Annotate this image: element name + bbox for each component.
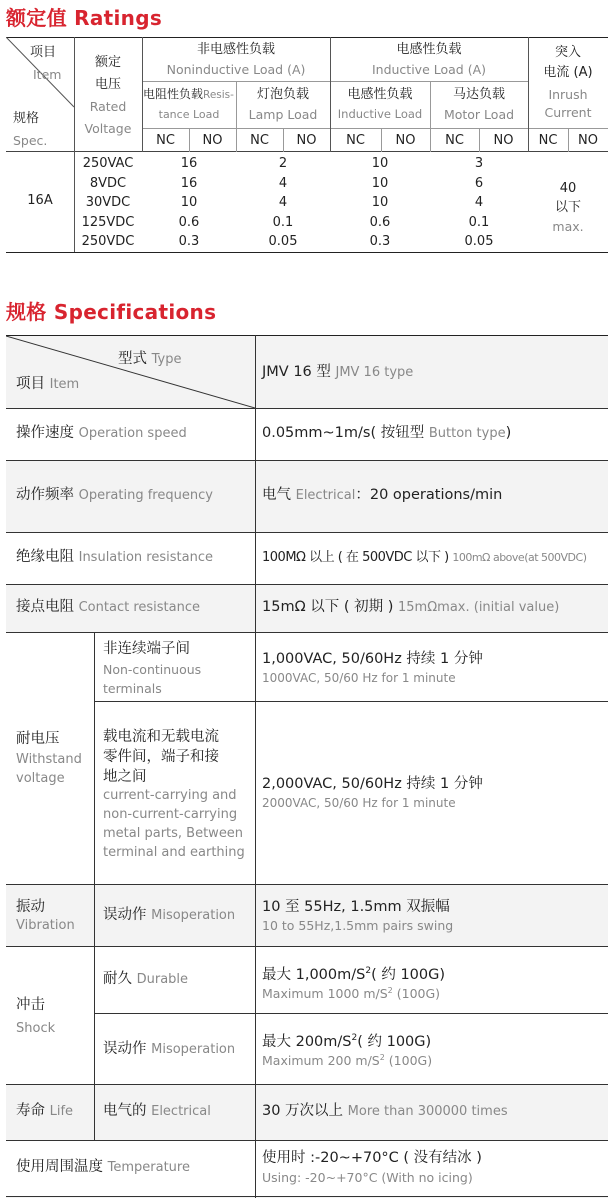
withstand-label-en1: Withstand: [16, 752, 82, 767]
hdr-inrush-en2: Current: [544, 105, 592, 120]
insulation-label: 绝缘电阻 Insulation resistance: [16, 549, 213, 565]
electrical-label: 电气的 Electrical: [103, 1103, 211, 1119]
freq-label: 动作频率 Operating frequency: [16, 487, 213, 503]
rating-cell-motor: 4: [474, 195, 484, 210]
rating-cell-resistance: 0.3: [178, 234, 200, 249]
current-carrying-value-en: 2000VAC, 50/60 Hz for 1 minute: [262, 796, 456, 810]
diagonal-divider: [6, 336, 255, 408]
hdr-lamp-cn: 灯泡负载: [256, 87, 309, 102]
rating-cell-voltages: 8VDC: [89, 175, 127, 191]
vibration-label-en: Vibration: [16, 918, 75, 933]
rating-cell-lamp: 4: [278, 195, 288, 210]
rating-cell-resistance: 16: [180, 156, 198, 171]
rating-cell-motor: 0.05: [464, 234, 494, 249]
inrush-max: max.: [552, 219, 584, 234]
no-label: NO: [202, 133, 223, 148]
inrush-value: 40: [559, 181, 577, 196]
speed-value: 0.05mm~1m/s( 按钮型 Button type): [262, 425, 512, 441]
rating-cell-voltages: 30VDC: [85, 195, 131, 210]
noncontinuous-label-cn: 非连续端子间: [103, 641, 190, 657]
hdr-spec-cn: 规格: [13, 111, 40, 126]
misoperation-label: 误动作 Misoperation: [103, 907, 236, 923]
contact-value: 15mΩ 以下 ( 初期 ) 15mΩmax. (initial value): [262, 599, 560, 615]
nc-label: NC: [346, 133, 365, 148]
hdr-item-en: Item: [33, 67, 62, 82]
hdr-lamp-en: Lamp Load: [248, 107, 318, 122]
rating-cell-voltages: 250VDC: [81, 234, 135, 249]
rating-cell-resistance: 0.6: [178, 214, 200, 230]
rating-cell-voltages: 250VAC: [82, 156, 134, 171]
current-carrying-en4: terminal and earthing: [103, 845, 245, 860]
rating-cell-motor: 6: [474, 175, 484, 191]
current-carrying-cn3: 地之间: [103, 769, 147, 785]
misoperation2-value: 最大 $200m/S^2$( 约 100G): [262, 1033, 432, 1050]
durable-value: 最大 $1,000m/S^2$( 约 100G): [262, 966, 446, 983]
rating-cell-resistance: 10: [180, 195, 198, 210]
noncontinuous-value: 1,000VAC, 50/60Hz 持续 1 分钟: [262, 651, 483, 667]
temperature-value: 使用时 :-20~+70°C ( 没有结冰 ): [262, 1150, 482, 1166]
nc-label: NC: [538, 133, 558, 148]
misoperation2-label: 误动作 Misoperation: [103, 1041, 236, 1057]
hdr-inductive-en: Inductive Load (A): [371, 62, 487, 77]
vibration-value-en: 10 to 55Hz,1.5mm pairs swing: [262, 918, 454, 933]
hdr-motor-en: Motor Load: [443, 107, 515, 122]
rating-cell-lamp: 0.1: [272, 214, 294, 230]
current-carrying-en1: current-carrying and: [103, 788, 237, 803]
freq-value: 电气 Electrical：20 operations/min: [262, 487, 503, 503]
hdr-resistance-cn: 电阻性负载Resis-: [143, 87, 234, 101]
noncontinuous-label-en2: terminals: [103, 681, 162, 696]
durable-label: 耐久 Durable: [103, 971, 189, 987]
ratings-title: 额定值 Ratings: [6, 6, 163, 30]
withstand-label-cn: 耐电压: [16, 731, 60, 747]
hdr-resistance-en: tance Load: [158, 108, 220, 121]
durable-value-en: Maximum 1000 $m/S^2$ (100G): [262, 986, 441, 1002]
hdr-noninductive-cn: 非电感性负载: [196, 42, 275, 57]
hdr-induct-en: Inductive Load: [337, 107, 423, 121]
spec-value: 16A: [27, 193, 53, 208]
noncontinuous-value-en: 1000VAC, 50/60 Hz for 1 minute: [262, 671, 456, 685]
hdr-inrush-en1: Inrush: [548, 87, 588, 102]
insulation-value: 100MΩ 以上 ( 在 500VDC 以下 ) 100mΩ above(at 500VDC): [262, 550, 587, 565]
nc-label: NC: [156, 133, 175, 148]
misoperation2-value-en: Maximum 200 $m/S^2$ (100G): [262, 1053, 433, 1069]
vibration-value: 10 至 55Hz, 1.5mm 双振幅: [262, 899, 450, 915]
hdr-inductive-cn: 电感性负载: [396, 42, 462, 57]
hdr-induct-cn: 电感性负载: [347, 87, 413, 102]
hdr-noninductive-en: Noninductive Load (A): [166, 62, 306, 77]
life-value: 30 万次以上 More than 300000 times: [262, 1103, 508, 1119]
hdr-voltage-en2: Voltage: [84, 121, 132, 136]
no-label: NO: [578, 133, 598, 148]
hdr-spec-en: Spec.: [13, 133, 48, 148]
rating-cell-motor: 3: [474, 156, 484, 171]
current-carrying-cn2: 零件间，端子和接: [103, 749, 219, 765]
hdr-inrush-cn2: 电流 (A): [543, 65, 593, 80]
current-carrying-en2: non-current-carrying: [103, 807, 238, 822]
rating-cell-motor: 0.1: [468, 214, 490, 230]
noncontinuous-label-en1: Non-continuous: [103, 662, 202, 677]
withstand-label-en2: voltage: [16, 771, 65, 786]
rating-cell-voltages: 125VDC: [81, 214, 135, 230]
no-label: NO: [395, 133, 416, 148]
rating-cell-lamp: 2: [278, 156, 288, 171]
hdr-inrush-cn1: 突入: [554, 45, 581, 60]
specs-title: 规格 Specifications: [6, 300, 217, 324]
rating-cell-inductive: 10: [371, 195, 389, 210]
rating-cell-lamp: 4: [278, 175, 288, 191]
current-carrying-cn1: 载电流和无载电流: [103, 729, 219, 745]
shock-label-cn: 冲击: [16, 997, 45, 1013]
life-label: 寿命 Life: [16, 1103, 74, 1119]
rating-cell-inductive: 0.3: [369, 234, 391, 249]
speed-label: 操作速度 Operation speed: [16, 425, 187, 441]
inrush-below: 以下: [554, 200, 581, 215]
hdr-voltage-cn1: 额定: [94, 55, 121, 70]
rating-cell-inductive: 10: [371, 156, 389, 171]
temperature-value-en: Using: -20~+70°C (With no icing): [262, 1170, 473, 1185]
contact-label: 接点电阻 Contact resistance: [16, 599, 200, 615]
vibration-label-cn: 振动: [16, 899, 45, 915]
rating-cell-lamp: 0.05: [268, 234, 298, 249]
shock-label-en: Shock: [16, 1021, 56, 1036]
type-value: JMV 16 型 JMV 16 type: [262, 364, 414, 380]
rating-cell-resistance: 16: [180, 175, 198, 191]
no-label: NO: [296, 133, 317, 148]
item-header: 项目 Item: [16, 376, 80, 392]
type-header: 型式 Type: [118, 351, 182, 367]
current-carrying-en3: metal parts, Between: [103, 826, 244, 841]
current-carrying-value: 2,000VAC, 50/60Hz 持续 1 分钟: [262, 776, 483, 792]
hdr-motor-cn: 马达负载: [452, 87, 505, 102]
hdr-item-cn: 项目: [30, 45, 57, 60]
hdr-voltage-cn2: 电压: [94, 77, 121, 92]
rating-cell-inductive: 10: [371, 175, 389, 191]
rating-cell-inductive: 0.6: [369, 214, 391, 230]
nc-label: NC: [445, 133, 464, 148]
no-label: NO: [493, 133, 514, 148]
temperature-label: 使用周围温度 Temperature: [16, 1159, 190, 1175]
hdr-voltage-en1: Rated: [89, 99, 127, 114]
nc-label: NC: [250, 133, 269, 148]
